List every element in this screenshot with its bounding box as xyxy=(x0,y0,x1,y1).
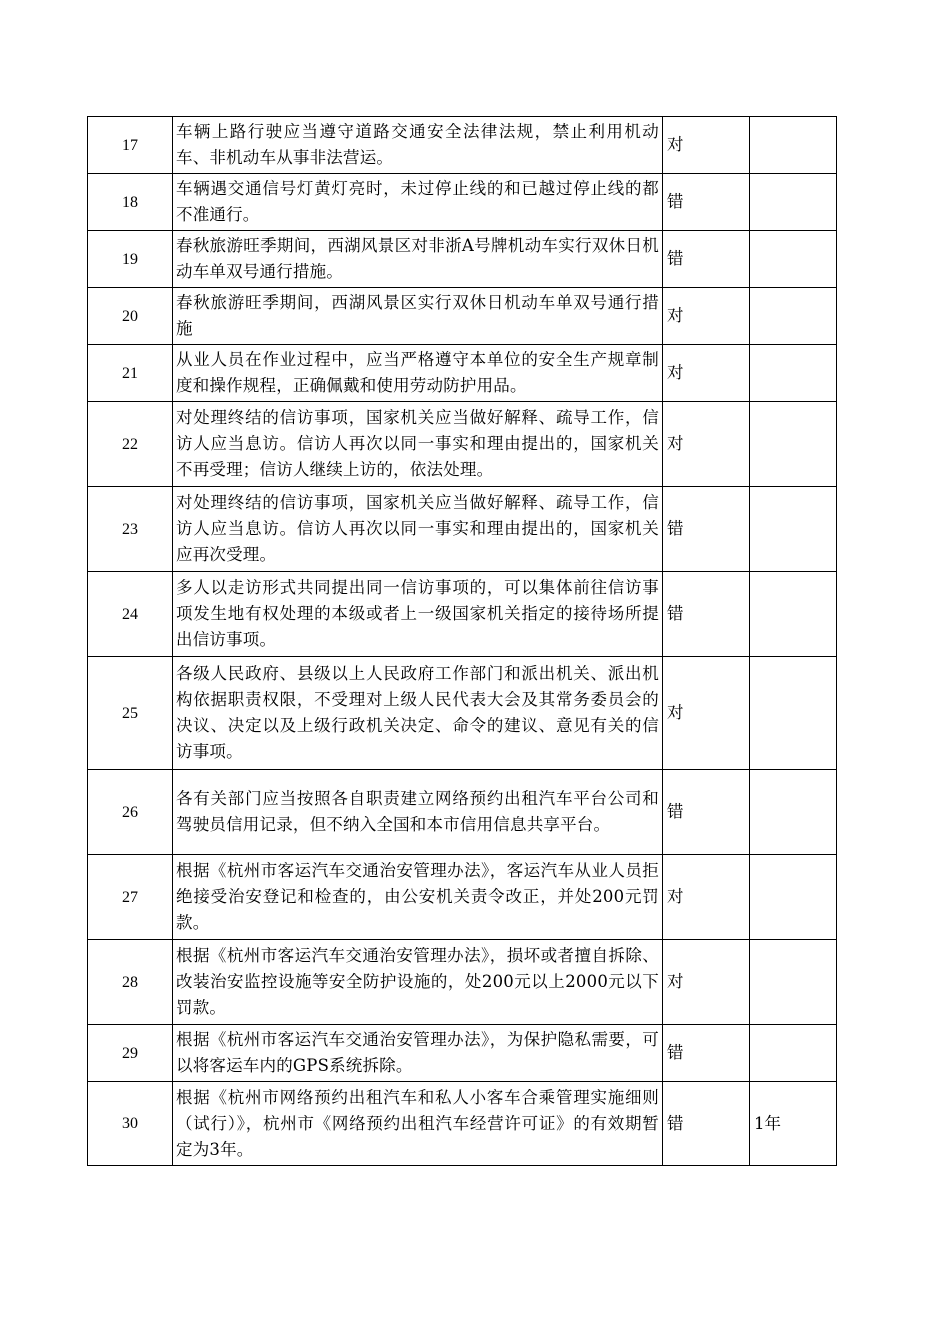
table-row xyxy=(88,940,837,1025)
answer-cell: 对 xyxy=(663,117,750,174)
row-number-cell xyxy=(88,572,173,657)
quiz-table-body xyxy=(88,117,837,1166)
correction-cell xyxy=(750,402,837,487)
row-number: 20 xyxy=(122,307,138,325)
row-number: 22 xyxy=(122,435,138,453)
question-cell: 车辆上路行驶应当遵守道路交通安全法律法规，禁止利用机动车、非机动车从事非法营运。 xyxy=(173,117,663,174)
row-number-cell xyxy=(88,1082,173,1166)
table-row xyxy=(88,345,837,402)
correction-cell xyxy=(750,770,837,855)
answer-cell: 错 xyxy=(663,174,750,231)
question-cell: 多人以走访形式共同提出同一信访事项的，可以集体前往信访事项发生地有权处理的本级或者上一级国家机关指定的接待场所提出信访事项。 xyxy=(173,572,663,657)
question-cell: 根据《杭州市网络预约出租汽车和私人小客车合乘管理实施细则（试行）》，杭州市《网络预约出租汽车经营许可证》的有效期暂定为3年。 xyxy=(173,1082,663,1166)
correction-cell xyxy=(750,231,837,288)
question-cell: 车辆遇交通信号灯黄灯亮时，未过停止线的和已越过停止线的都不准通行。 xyxy=(173,174,663,231)
question-cell: 对处理终结的信访事项，国家机关应当做好解释、疏导工作，信访人应当息访。信访人再次以同一事实和理由提出的，国家机关应再次受理。 xyxy=(173,487,663,572)
row-number: 23 xyxy=(122,520,138,538)
answer-cell: 对 xyxy=(663,940,750,1025)
table-row xyxy=(88,174,837,231)
answer-cell: 对 xyxy=(663,855,750,940)
correction-cell xyxy=(750,288,837,345)
answer-cell: 错 xyxy=(663,487,750,572)
question-cell: 从业人员在作业过程中，应当严格遵守本单位的安全生产规章制度和操作规程，正确佩戴和使用劳动防护用品。 xyxy=(173,345,663,402)
answer-cell: 对 xyxy=(663,402,750,487)
row-number: 26 xyxy=(122,803,138,821)
answer-cell: 对 xyxy=(663,657,750,770)
correction-cell xyxy=(750,117,837,174)
correction-cell xyxy=(750,174,837,231)
correction-cell: 1年 xyxy=(750,1082,837,1166)
row-number-cell xyxy=(88,402,173,487)
table-row xyxy=(88,117,837,174)
table-row xyxy=(88,402,837,487)
correction-cell xyxy=(750,487,837,572)
row-number: 19 xyxy=(122,250,138,268)
row-number: 30 xyxy=(122,1115,138,1132)
question-cell: 根据《杭州市客运汽车交通治安管理办法》，为保护隐私需要，可以将客运车内的GPS系统拆除。 xyxy=(173,1025,663,1082)
table-row xyxy=(88,288,837,345)
question-cell: 根据《杭州市客运汽车交通治安管理办法》，损坏或者擅自拆除、改装治安监控设施等安全防护设施的，处200元以上2000元以下罚款。 xyxy=(173,940,663,1025)
row-number-cell xyxy=(88,770,173,855)
question-cell: 根据《杭州市客运汽车交通治安管理办法》，客运汽车从业人员拒绝接受治安登记和检查的，由公安机关责令改正，并处200元罚款。 xyxy=(173,855,663,940)
question-cell: 各有关部门应当按照各自职责建立网络预约出租汽车平台公司和驾驶员信用记录，但不纳入全国和本市信用信息共享平台。 xyxy=(173,770,663,855)
table-row xyxy=(88,1025,837,1082)
row-number-cell xyxy=(88,117,173,174)
question-cell: 春秋旅游旺季期间，西湖风景区对非浙A号牌机动车实行双休日机动车单双号通行措施。 xyxy=(173,231,663,288)
table-row xyxy=(88,572,837,657)
row-number: 18 xyxy=(122,193,138,211)
row-number: 28 xyxy=(122,973,138,991)
row-number-cell xyxy=(88,940,173,1025)
correction-cell xyxy=(750,345,837,402)
answer-cell: 错 xyxy=(663,1025,750,1082)
answer-cell: 对 xyxy=(663,345,750,402)
question-cell: 各级人民政府、县级以上人民政府工作部门和派出机关、派出机构依据职责权限，不受理对上级人民代表大会及其常务委员会的决议、决定以及上级行政机关决定、命令的建议、意见有关的信访事项。 xyxy=(173,657,663,770)
answer-cell: 错 xyxy=(663,231,750,288)
question-cell: 春秋旅游旺季期间，西湖风景区实行双休日机动车单双号通行措施 xyxy=(173,288,663,345)
row-number: 25 xyxy=(122,704,138,722)
row-number-cell xyxy=(88,231,173,288)
correction-cell xyxy=(750,940,837,1025)
answer-cell: 错 xyxy=(663,572,750,657)
row-number: 17 xyxy=(122,136,138,154)
correction-cell xyxy=(750,657,837,770)
table-row xyxy=(88,770,837,855)
table-row xyxy=(88,1082,837,1166)
table-row xyxy=(88,487,837,572)
row-number-cell xyxy=(88,657,173,770)
answer-cell: 错 xyxy=(663,770,750,855)
correction-cell xyxy=(750,1025,837,1082)
table-row xyxy=(88,231,837,288)
quiz-table xyxy=(87,116,837,1166)
row-number-cell xyxy=(88,487,173,572)
table-row xyxy=(88,855,837,940)
question-cell: 对处理终结的信访事项，国家机关应当做好解释、疏导工作，信访人应当息访。信访人再次以同一事实和理由提出的，国家机关不再受理；信访人继续上访的，依法处理。 xyxy=(173,402,663,487)
row-number-cell xyxy=(88,174,173,231)
row-number-cell xyxy=(88,288,173,345)
correction-cell xyxy=(750,572,837,657)
row-number-cell xyxy=(88,345,173,402)
row-number: 24 xyxy=(122,605,138,623)
row-number: 27 xyxy=(122,888,138,906)
correction-cell xyxy=(750,855,837,940)
answer-cell: 错 xyxy=(663,1082,750,1166)
answer-cell: 对 xyxy=(663,288,750,345)
row-number-cell xyxy=(88,1025,173,1082)
row-number: 21 xyxy=(122,364,138,382)
row-number: 29 xyxy=(122,1044,138,1062)
row-number-cell xyxy=(88,855,173,940)
table-row xyxy=(88,657,837,770)
